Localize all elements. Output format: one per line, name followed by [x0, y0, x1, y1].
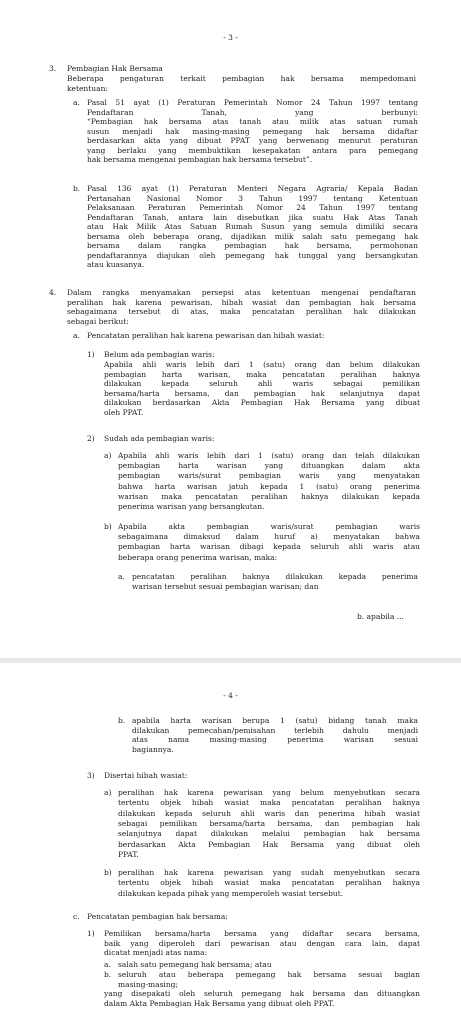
continuation-text: b. apabila ... [357, 612, 404, 621]
item-2a-line: warisan maka pencatatan peralihan haknya dilakukan kepada [118, 491, 420, 501]
item-2b-line: pembagian harta warisan dibagi kepada seluruh ahli waris atau [118, 542, 420, 552]
item-c1-line: dicatat menjadi atas nama: [104, 948, 208, 958]
item-c1b-line: masing-masing; [118, 979, 178, 989]
item-2-label: 2) [87, 434, 95, 443]
section-4a-label: a. [73, 331, 80, 340]
item-1-title: Belum ada pembagian waris: [104, 350, 215, 359]
section-c-label: c. [73, 912, 80, 921]
item-b-line: bersama oleh beberapa orang, dijadikan milik salah satu pemegang hak [87, 231, 418, 241]
item-c1-line: Pemilikan bersama/harta bersama yang didaftar secara bersama, [104, 929, 420, 938]
item-b-line: atas nama masing-masing penerima warisan sesuai [132, 735, 418, 745]
item-a-line: Pendaftaran Tanah, yang berbunyi: [87, 107, 418, 117]
item-b-line: atau kuasanya. [87, 260, 145, 269]
item-1-line: bersama/harta bersama, dan pembagian hak selanjutnya dapat [104, 388, 420, 398]
item-2a-line: Apabila ahli waris lebih dari 1 (satu) orang dan telah dilakukan [118, 451, 420, 460]
section-4-line: Dalam rangka menyamakan persepsi atas ketentuan mengenai pendaftaran [67, 288, 416, 297]
item-a-line: Pasal 51 ayat (1) Peraturan Pemerintah Nomor 24 Tahun 1997 tentang [87, 98, 418, 107]
item-1-label: 1) [87, 350, 95, 359]
item-2a-label: a) [104, 451, 112, 460]
section-3-intro-line: Beberapa pengaturan terkait pembagian hak bersama mempedomani [67, 74, 416, 83]
item-c1b-label: b. [104, 970, 112, 979]
item-c1a-text: salah satu pemegang hak bersama; atau [118, 960, 272, 969]
item-3b-line: dilakukan kepada pihak yang memperoleh wasiat tersebut. [118, 888, 344, 898]
item-2-title: Sudah ada pembagian waris: [104, 434, 215, 443]
item-a-line: berdasarkan akta yang dibuat PPAT yang berwenang menurut peraturan [87, 136, 418, 145]
item-3-label: 3) [87, 771, 95, 780]
item-c1-tail-line: dalam Akta Pembagian Hak Bersama yang dibuat oleh PPAT. [104, 998, 335, 1008]
item-c1-label: 1) [87, 929, 95, 938]
item-1-line: dilakukan kepada seluruh ahli waris sebagai pemilikan [104, 379, 420, 388]
item-a-line: susun menjadi hak masing-masing pemegang hak bersama didaftar [87, 126, 418, 136]
section-c-title: Pencatatan pembagian hak bersama: [87, 912, 228, 921]
item-1-line: oleh PPAT. [104, 407, 144, 417]
item-3b-label: b) [104, 868, 112, 877]
item-b-line: Pertanahan Nasional Nomor 3 Tahun 1997 tentang Ketentuan [87, 193, 418, 203]
item-2b-line: beberapa orang penerima warisan, maka: [118, 552, 278, 562]
item-c1-line: baik yang diperoleh dari pewarisan atau dengan cara lain, dapat [104, 938, 420, 948]
item-2a-line: bahwa harta warisan jatuh kepada 1 (satu) orang penerima [118, 481, 420, 491]
item-2b-label: b) [104, 522, 112, 531]
item-a-label: a. [73, 98, 80, 107]
item-b-label: b. [73, 184, 81, 193]
item-b-line: Pasal 136 ayat (1) Peraturan Menteri Negara Agraria/ Kepala Badan [87, 184, 418, 193]
item-3b-line: peralihan hak karena pewarisan yang sudah menyebutkan secara [118, 868, 420, 877]
item-2b-a-line: pencatatan peralihan haknya dilakukan kepada penerima [132, 572, 418, 581]
item-b-line: dilakukan pemecahan/pemisahan terlebih dahulu menjadi [132, 725, 418, 735]
page-number: - 4 - [223, 691, 238, 700]
section-4-number: 4. [49, 288, 57, 297]
page-number: - 3 - [223, 33, 238, 42]
item-2a-line: penerima warisan yang bersangkutan. [118, 502, 265, 511]
item-b-line: apabila harta warisan berupa 1 (satu) bidang tanah maka [132, 716, 418, 725]
item-3a-line: PPAT. [118, 849, 139, 859]
item-3a-line: sebagai pemilikan bersama/harta bersama, dan pembagian hak [118, 818, 420, 828]
item-c1-tail-line: yang disepakati oleh seluruh pemegang hak bersama dan dituangkan [104, 989, 420, 998]
section-4a-title: Pencatatan peralihan hak karena pewarisan dan hibah wasiat: [87, 331, 325, 340]
item-b-label: b. [118, 716, 126, 725]
item-b-line: pendaftarannya diajukan oleh pemegang hak tunggal yang bersangkutan [87, 250, 418, 260]
section-4-line: sebagai berikut: [67, 316, 129, 326]
item-a-line: hak bersama mengenai pembagian hak bersama tersebut”. [87, 155, 313, 164]
item-b-line: bersama dalam rangka pembagian hak bersama, permohonan [87, 241, 418, 250]
item-b-line: atau Hak Milik Atas Satuan Rumah Susun yang semula dimiliki secara [87, 222, 418, 231]
page-4 [0, 663, 461, 1024]
item-2b-line: sebagaimana dimaksud dalam huruf a) menyatakan bahwa [118, 532, 420, 542]
section-3-title: Pembagian Hak Bersama [67, 64, 163, 73]
section-4-line: peralihan hak karena pewarisan, hibah wasiat dan pembagian hak bersama [67, 297, 416, 307]
item-1-line: pembagian harta warisan, maka pencatatan peralihan haknya [104, 369, 420, 379]
item-3a-line: peralihan hak karena pewarisan yang belum menyebutkan secara [118, 788, 420, 797]
item-1-line: Apabila ahli waris lebih dari 1 (satu) orang dan belum dilakukan [104, 360, 420, 369]
item-b-line: Pelaksanaan Peraturan Pemerintah Nomor 24 Tahun 1997 tentang [87, 203, 418, 212]
item-a-line: yang berlaku yang membuktikan kesepakatan antara para pemegang [87, 145, 418, 155]
section-4-line: sebagaimana tersebut di atas, maka pencatatan peralihan hak dilakukan [67, 307, 416, 316]
item-c1a-label: a. [104, 960, 111, 969]
item-3a-line: dilakukan kepada seluruh ahli waris dan penerima hibah wasiat [118, 808, 420, 818]
item-2a-line: pembagian harta warisan yang dituangkan dalam akta [118, 461, 420, 471]
item-3-title: Disertai hibah wasiat: [104, 771, 188, 780]
item-3b-line: tertentu objek hibah wasiat maka pencatatan peralihan haknya [118, 878, 420, 888]
item-3a-line: berdasarkan Akta Pembagian Hak Bersama yang dibuat oleh [118, 839, 420, 849]
item-3a-line: selanjutnya dapat dilakukan melalui pembagian hak bersama [118, 829, 420, 839]
item-3a-line: tertentu objek hibah wasiat maka pencatatan peralihan haknya [118, 798, 420, 808]
item-2b-a-line: warisan tersebut sesuai pembagian warisan; dan [132, 582, 319, 592]
item-3a-label: a) [104, 788, 112, 797]
item-1-line: dilakukan berdasarkan Akta Pembagian Hak Bersama yang dibuat [104, 398, 420, 407]
section-3-number: 3. [49, 64, 57, 73]
item-b-line: bagiannya. [132, 744, 174, 754]
item-2a-line: pembagian waris/surat pembagian waris yang menyatakan [118, 471, 420, 481]
item-b-line: Pendaftaran Tanah, antara lain disebutkan jika suatu Hak Atas Tanah [87, 212, 418, 222]
item-c1b-line: seluruh atau beberapa pemegang hak bersama sesuai bagian [118, 970, 420, 979]
item-a-line: “Pembagian hak bersama atas tanah atau milik atas satuan rumah [87, 117, 418, 126]
item-2b-line: Apabila akta pembagian waris/surat pembagian waris [118, 522, 420, 531]
section-3-intro-line: ketentuan: [67, 83, 108, 93]
item-2b-a-label: a. [118, 572, 125, 581]
